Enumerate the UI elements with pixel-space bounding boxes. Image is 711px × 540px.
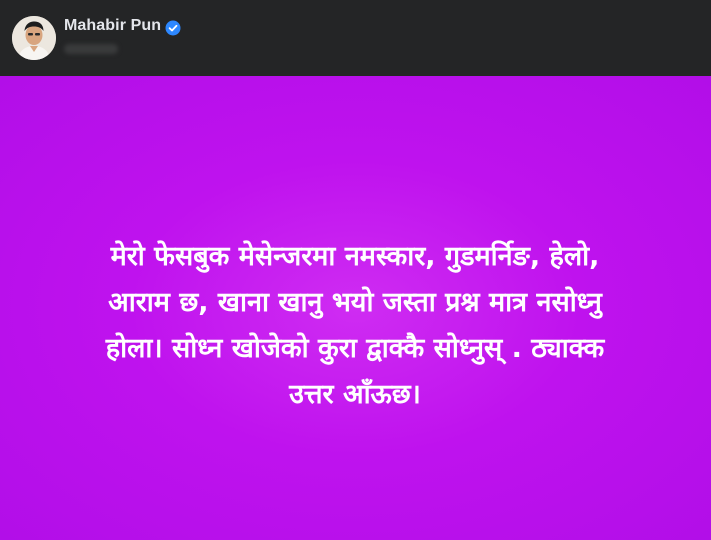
post-message bbox=[30, 234, 680, 418]
verified-badge-icon bbox=[165, 20, 181, 36]
avatar[interactable] bbox=[12, 16, 56, 60]
post-message-line: होला। सोध्न खोजेको कुरा द्वाक्कै सोध्नुस् . ठ्याक्क bbox=[105, 333, 605, 364]
avatar-portrait bbox=[12, 16, 56, 60]
post-message-line: उत्तर आँऊछ। bbox=[289, 379, 421, 410]
post-message-line: आराम छ, खाना खानु भयो जस्ता प्रश्न मात्र नसोध्नु bbox=[108, 287, 602, 318]
post-header bbox=[0, 0, 711, 76]
post-message-line: मेरो फेसबुक मेसेन्जरमा नमस्कार, गुडमर्निङ, हेलो, bbox=[110, 241, 600, 272]
author-name[interactable]: Mahabir Pun bbox=[64, 17, 162, 34]
timestamp-blurred bbox=[64, 44, 118, 54]
post-background-card bbox=[0, 76, 711, 540]
